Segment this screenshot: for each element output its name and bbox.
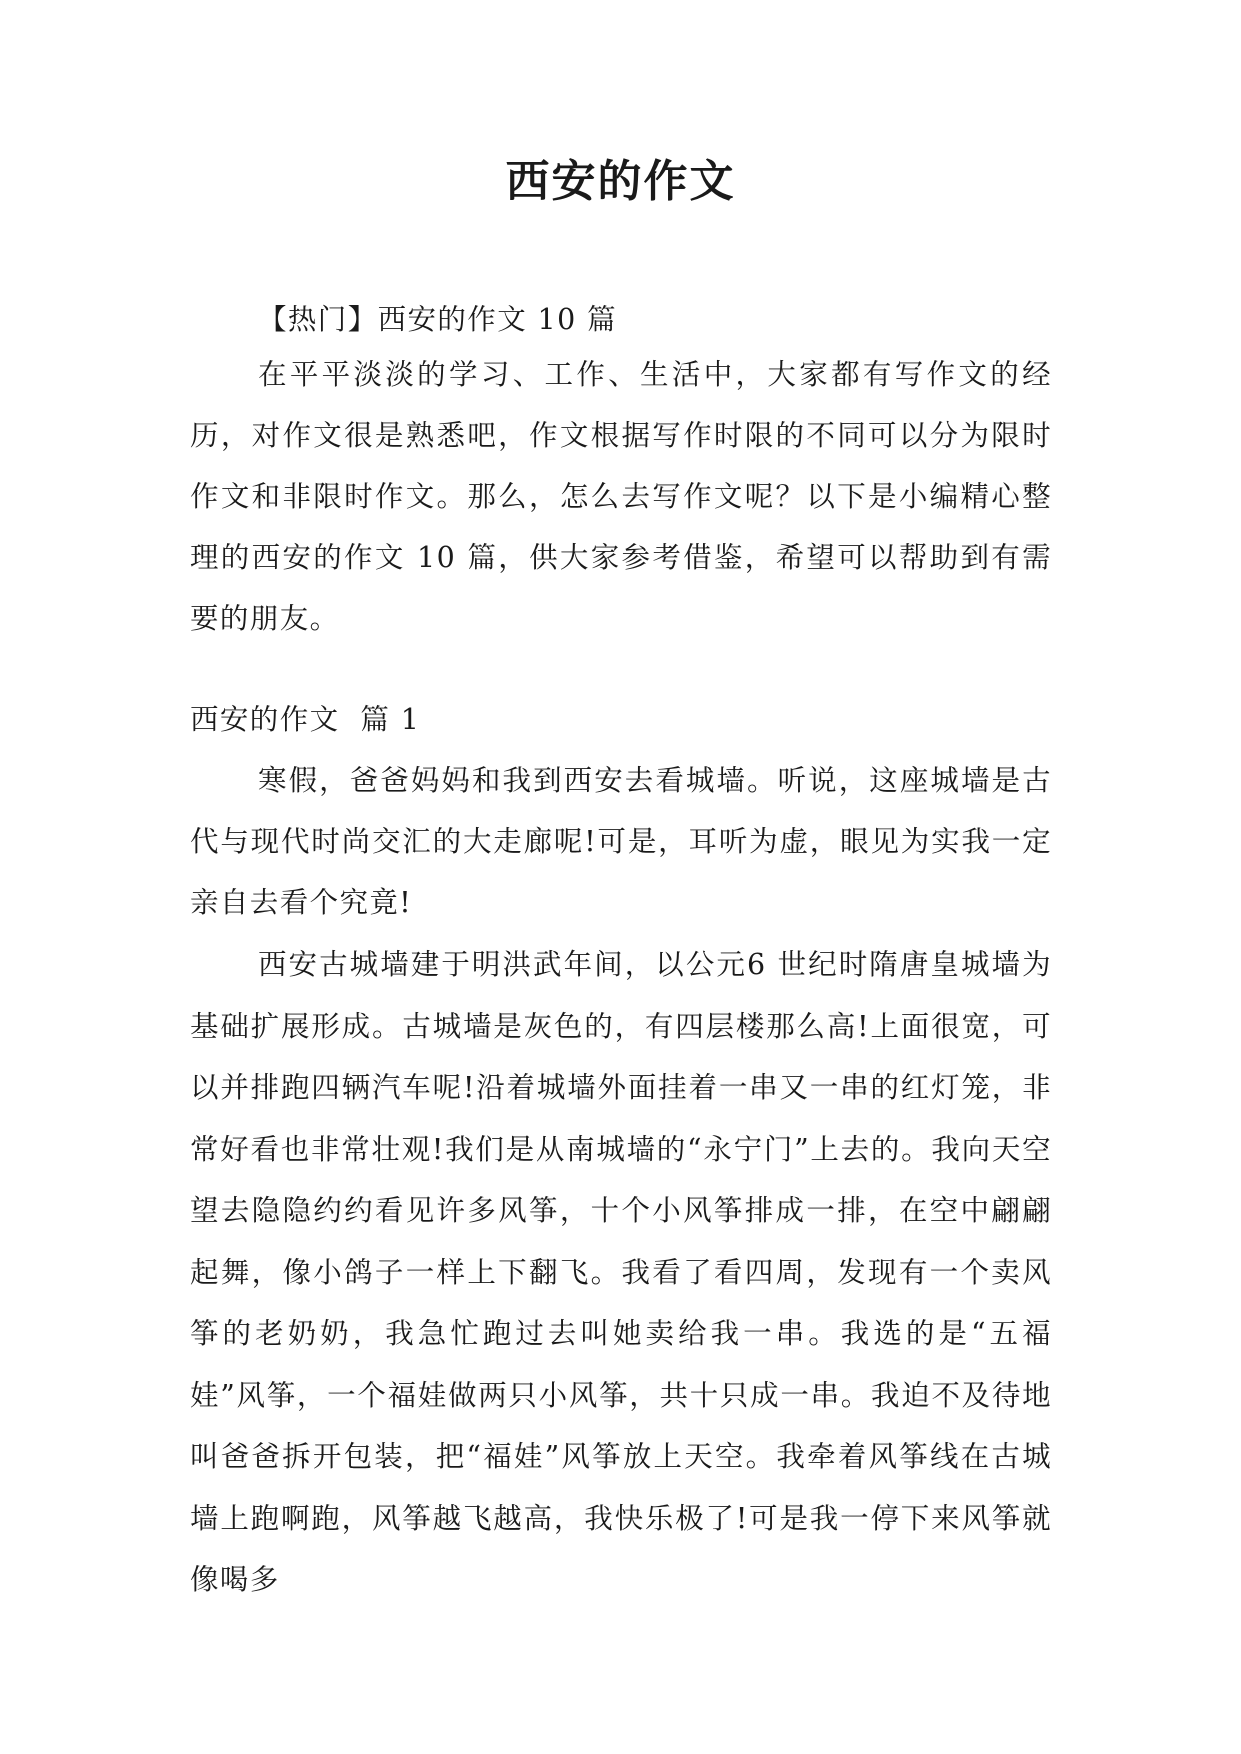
body-paragraph-2: 西安古城墙建于明洪武年间，以公元6 世纪时隋唐皇城墙为基础扩展形成。古城墙是灰色的，有四层楼那么高!上面很宽，可以并排跑四辆汽车呢!沿着城墙外面挂着一串又一串的红灯笼，非常好看也非常壮观!我们是从南城墙的“永宁门”上去的。我向天空望去隐隐约约看见许多风筝，十个小风筝排成一排，在空中翩翩起舞，像小鸽子一样上下翻飞。我看了看四周，发现有一个卖风筝的老奶奶，我急忙跑过去叫她卖给我一串。我选的是“五福娃”风筝，一个福娃做两只小风筝，共十只成一串。我迫不及待地叫爸爸拆开包装，把“福娃”风筝放上天空。我牵着风筝线在古城墙上跑啊跑，风筝越飞越高，我快乐极了!可是我一停下来风筝就像喝多 [190, 948, 1052, 1596]
document-subtitle: 【热门】西安的作文 10 篇 [258, 303, 617, 336]
section-heading: 西安的作文 篇 1 [190, 703, 421, 736]
document-title: 西安的作文 [505, 156, 736, 207]
body-paragraph-1: 寒假，爸爸妈妈和我到西安去看城墙。听说，这座城墙是古代与现代时尚交汇的大走廊呢!可是，耳听为虚，眼见为实我一定亲自去看个究竟! [190, 764, 1052, 919]
intro-paragraph: 在平平淡淡的学习、工作、生活中，大家都有写作文的经历，对作文很是熟悉吧，作文根据写作时限的不同可以分为限时作文和非限时作文。那么，怎么去写作文呢？以下是小编精心整理的西安的作文 10 篇，供大家参考借鉴，希望可以帮助到有需要的朋友。 [190, 358, 1052, 635]
